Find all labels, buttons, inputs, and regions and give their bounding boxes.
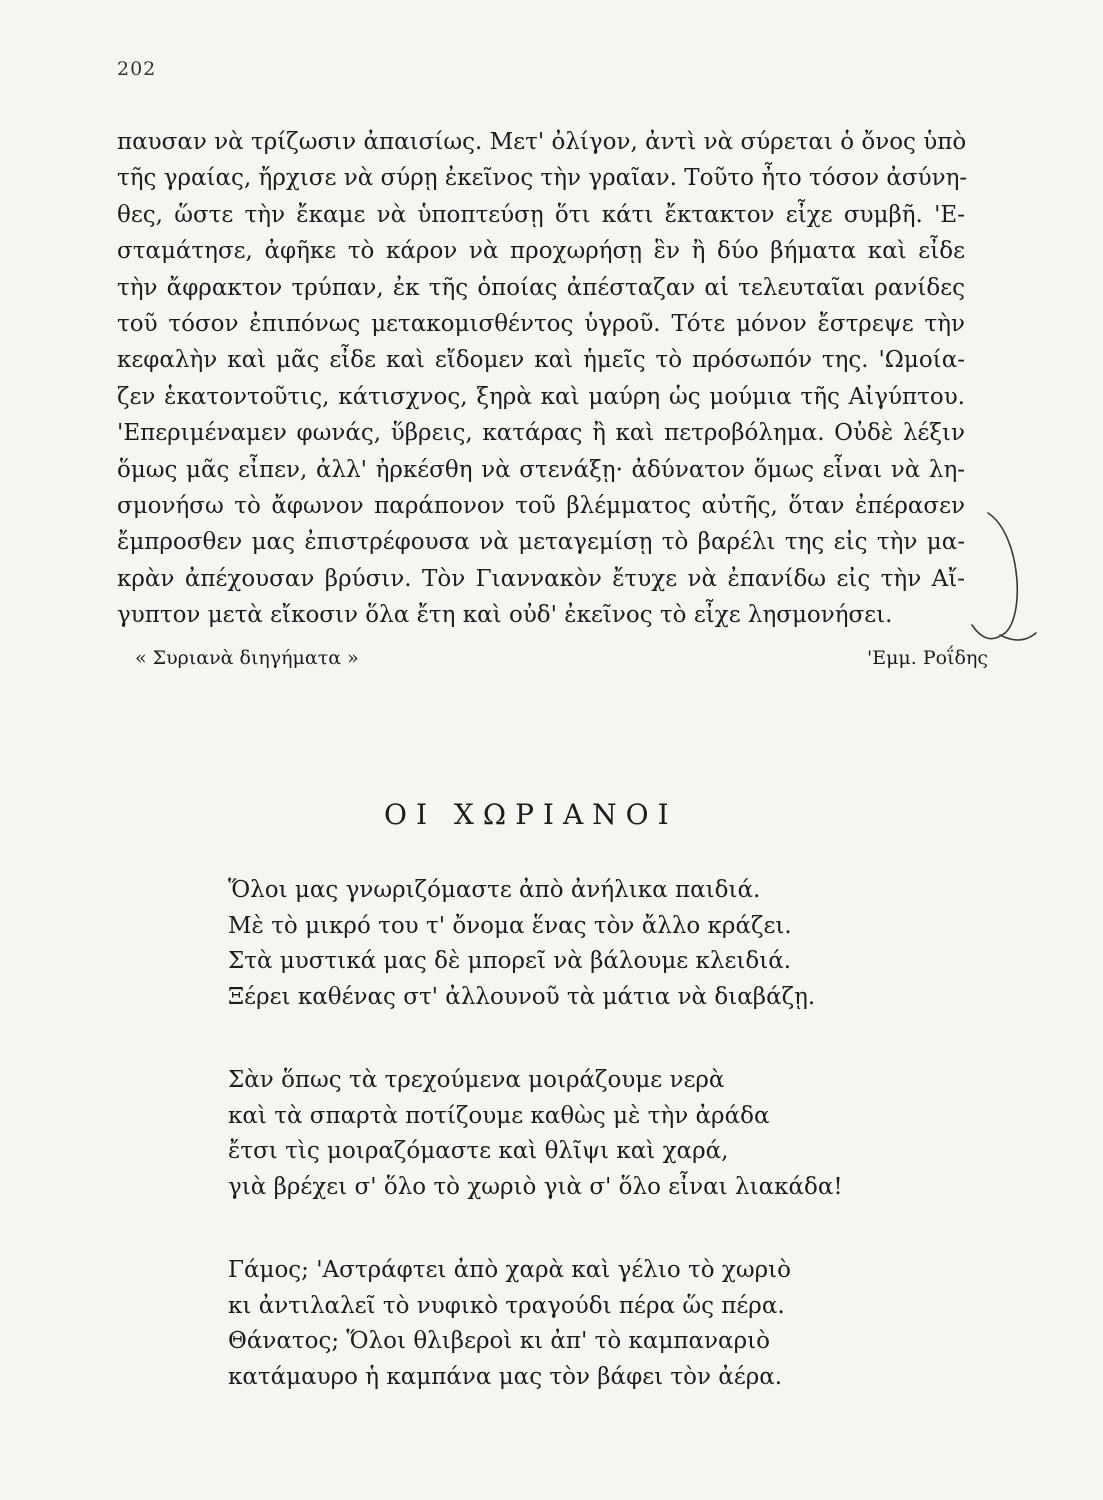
poem-line: Μὲ τὸ μικρό του τ' ὄνομα ἕνας τὸν ἄλλο κράζει. <box>228 912 792 939</box>
prose-line: σμονήσω τὸ ἄφωνον παράπονον τοῦ βλέμματος αὐτῆς, ὅταν ἐπέρασεν <box>117 492 965 519</box>
prose-line: σταμάτησε, ἀφῆκε τὸ κάρον νὰ προχωρήσῃ ἓν ἢ δύο βήματα καὶ εἶδε <box>117 238 965 265</box>
page-number: 202 <box>117 58 157 80</box>
poem-line: καὶ τὰ σπαρτὰ ποτίζουμε καθὼς μὲ τὴν ἀράδα <box>228 1102 770 1129</box>
poem-line: Σὰν ὅπως τὰ τρεχούμενα μοιράζουμε νερὰ <box>228 1067 725 1093</box>
author-name: 'Εμμ. Ροΐδης <box>866 647 988 669</box>
prose-line: γυπτον μετὰ εἴκοσιν ὅλα ἔτη καὶ οὐδ' ἐκεῖνος τὸ εἶχε λησμονήσει. <box>117 602 893 629</box>
prose-line: ἔμπροσθεν μας ἐπιστρέφουσα νὰ μεταγεμίσῃ τὸ βαρέλι της εἰς τὴν μα- <box>117 529 965 556</box>
poem-line: κατάμαυρο ἡ καμπάνα μας τὸν βάφει τὸν ἀέρα. <box>228 1363 783 1390</box>
poem-line: Ξέρει καθένας στ' ἀλλουνοῦ τὰ μάτια νὰ διαβάζῃ. <box>228 983 816 1010</box>
poem-title: ΟΙ ΧΩΡΙΑΝΟΙ <box>384 798 678 831</box>
source-title: « Συριανὰ διηγήματα » <box>135 647 359 669</box>
poem-line: Γάμος; 'Αστράφτει ἀπὸ χαρὰ καὶ γέλιο τὸ χωριὸ <box>228 1257 791 1283</box>
poem-line: Στὰ μυστικά μας δὲ μπορεῖ νὰ βάλουμε κλειδιά. <box>228 948 792 974</box>
prose-line: κρὰν ἀπέχουσαν βρύσιν. Τὸν Γιαννακὸν ἔτυχε νὰ ἐπανίδω εἰς τὴν Αἴ- <box>117 565 965 592</box>
prose-line: 'Επεριμέναμεν φωνάς, ὕβρεις, κατάρας ἢ καὶ πετροβόλημα. Οὐδὲ λέξιν <box>117 420 965 447</box>
poem <box>228 873 928 1443</box>
prose-line: ζεν ἑκατοντοῦτις, κάτισχνος, ξηρὰ καὶ μαύρη ὡς μούμια τῆς Αἰγύπτου. <box>117 383 965 410</box>
poem-stanza <box>228 873 928 1015</box>
poem-line: κι ἀντιλαλεῖ τὸ νυφικὸ τραγούδι πέρα ὥς πέρα. <box>228 1292 785 1319</box>
prose-line: τοῦ τόσον ἐπιπόνως μετακομισθέντος ὑγροῦ. Τότε μόνον ἔστρεψε τὴν <box>117 310 965 337</box>
prose-passage <box>117 124 968 633</box>
prose-line: θες, ὥστε τὴν ἔκαμε νὰ ὑποπτεύσῃ ὅτι κάτι ἔκτακτον εἶχε συμβῆ. 'Ε- <box>117 201 965 228</box>
poem-stanza <box>228 1253 928 1395</box>
prose-line: κεφαλὴν καὶ μᾶς εἶδε καὶ εἴδομεν καὶ ἡμεῖς τὸ πρόσωπόν της. 'Ωμοία- <box>117 347 965 374</box>
prose-line: τὴν ἄφρακτον τρύπαν, ἐκ τῆς ὁποίας ἀπέσταζαν αἱ τελευταῖαι ρανίδες <box>117 274 965 301</box>
poem-line: γιὰ βρέχει σ' ὅλο τὸ χωριὸ γιὰ σ' ὅλο εἶναι λιακάδα! <box>228 1173 843 1200</box>
prose-line: παυσαν νὰ τρίζωσιν ἀπαισίως. Μετ' ὀλίγον, ἀντὶ νὰ σύρεται ὁ ὄνος ὑπὸ <box>117 129 967 155</box>
poem-line: Θάνατος; Ὅλοι θλιβεροὶ κι ἀπ' τὸ καμπαναριὸ <box>228 1328 770 1354</box>
prose-line: ὅμως μᾶς εἶπεν, ἀλλ' ἠρκέσθη νὰ στενάξῃ· ἀδύνατον ὅμως εἶναι νὰ λη- <box>117 456 965 483</box>
handwritten-margin-arc <box>960 505 1040 665</box>
poem-stanza <box>228 1063 928 1205</box>
poem-line: ἔτσι τὶς μοιραζόμαστε καὶ θλῖψι καὶ χαρά, <box>228 1138 729 1164</box>
poem-line: Ὅλοι μας γνωριζόμαστε ἀπὸ ἀνήλικα παιδιά. <box>228 877 761 903</box>
prose-line: τῆς γραίας, ἤρχισε νὰ σύρῃ ἐκεῖνος τὴν γραῖαν. Τοῦτο ἦτο τόσον ἀσύνη- <box>117 165 968 192</box>
